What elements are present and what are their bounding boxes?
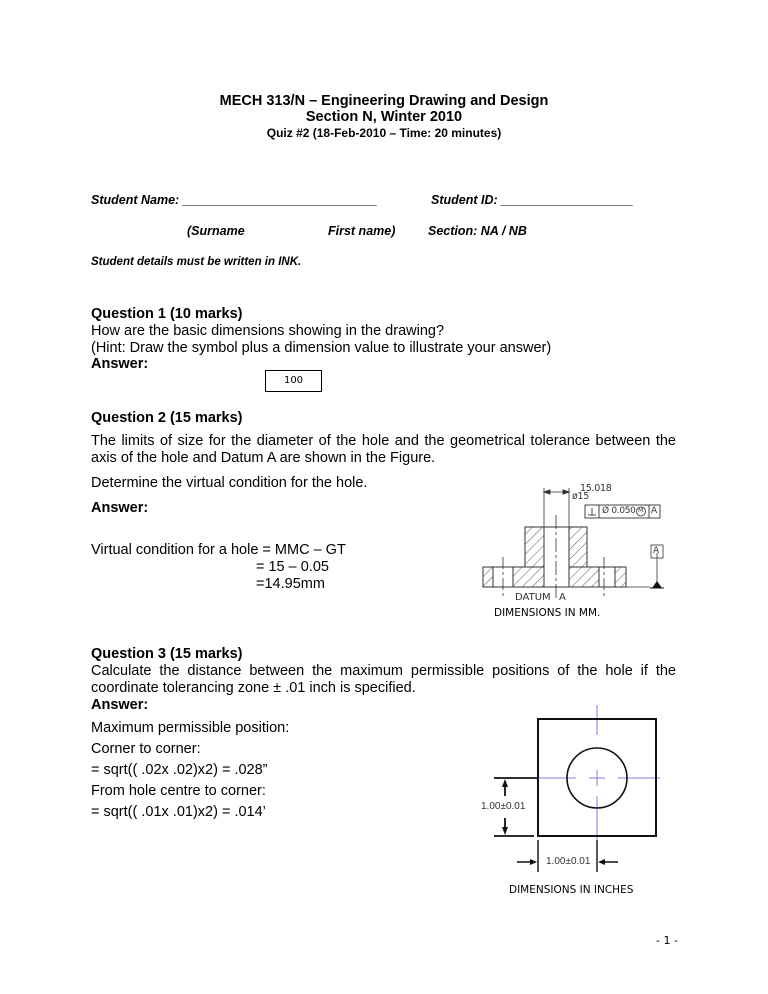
q2-instruction: Determine the virtual condition for the hole. (91, 475, 368, 491)
horizontal-dimension: 1.00±0.01 (546, 856, 591, 867)
datum-text-letter: A (559, 592, 566, 603)
q3-answer-line: From hole centre to corner: (91, 783, 266, 799)
student-name-field[interactable]: Student Name: ____________________________ (91, 193, 378, 207)
q2-paragraph: The limits of size for the diameter of the hole and the geometrical tolerance between the axis of the hole and Datum A are shown in the Figure. (91, 433, 676, 466)
q3-answer-line: = sqrt(( .01x .01)x2) = .014’ (91, 804, 266, 820)
q2-calc-line2: = 15 – 0.05 (256, 559, 329, 575)
student-id-field[interactable]: Student ID: ___________________ (431, 193, 634, 207)
q1-line2: (Hint: Draw the symbol plus a dimension value to illustrate your answer) (91, 340, 552, 356)
q2-title: Question 2 (15 marks) (91, 410, 243, 426)
lower-limit: ø15 (572, 491, 590, 502)
q2-calc-line1: Virtual condition for a hole = MMC – GT (91, 542, 346, 558)
vertical-dimension: 1.00±0.01 (481, 801, 526, 812)
quiz-info: Quiz #2 (18-Feb-2010 – Time: 20 minutes) (266, 126, 502, 140)
q2-answer-label: Answer: (91, 500, 149, 516)
firstname-hint: First name) (328, 224, 396, 238)
q1-answer-label: Answer: (91, 356, 149, 372)
section-hint: Section: NA / NB (428, 224, 527, 238)
mmc-modifier: M (638, 507, 644, 514)
q3-answer-label: Answer: (91, 697, 149, 713)
q3-title: Question 3 (15 marks) (91, 646, 243, 662)
q3-answer-line: = sqrt(( .02x .02)x2) = .028” (91, 762, 268, 778)
page-number: - 1 - (656, 934, 678, 947)
q2-figure-caption: DIMENSIONS IN MM. (494, 607, 601, 619)
q3-paragraph: Calculate the distance between the maximum permissible positions of the hole if the coordinate tolerancing zone ± .01 inch is specified. (91, 663, 676, 696)
q3-answer-line: Maximum permissible position: (91, 720, 290, 736)
q1-title: Question 1 (10 marks) (91, 306, 243, 322)
upper-limit: 15.018 (580, 483, 612, 494)
datum-text: DATUM (515, 592, 551, 603)
q1-line1: How are the basic dimensions showing in the drawing? (91, 323, 445, 339)
section-title: Section N, Winter 2010 (305, 109, 463, 125)
q3-answer-line: Corner to corner: (91, 741, 201, 757)
fcf-datum: A (651, 506, 658, 516)
datum-flag-label: A (653, 546, 660, 556)
fcf-tolerance: Ø 0.050 (602, 506, 636, 516)
ink-note: Student details must be written in INK. (91, 256, 302, 268)
basic-dimension-box: 100 (265, 370, 322, 392)
q3-figure-caption: DIMENSIONS IN INCHES (509, 884, 634, 896)
surname-hint: (Surname (187, 224, 245, 238)
q2-calc-line3: =14.95mm (256, 576, 325, 592)
course-title: MECH 313/N – Engineering Drawing and Design (219, 93, 549, 109)
